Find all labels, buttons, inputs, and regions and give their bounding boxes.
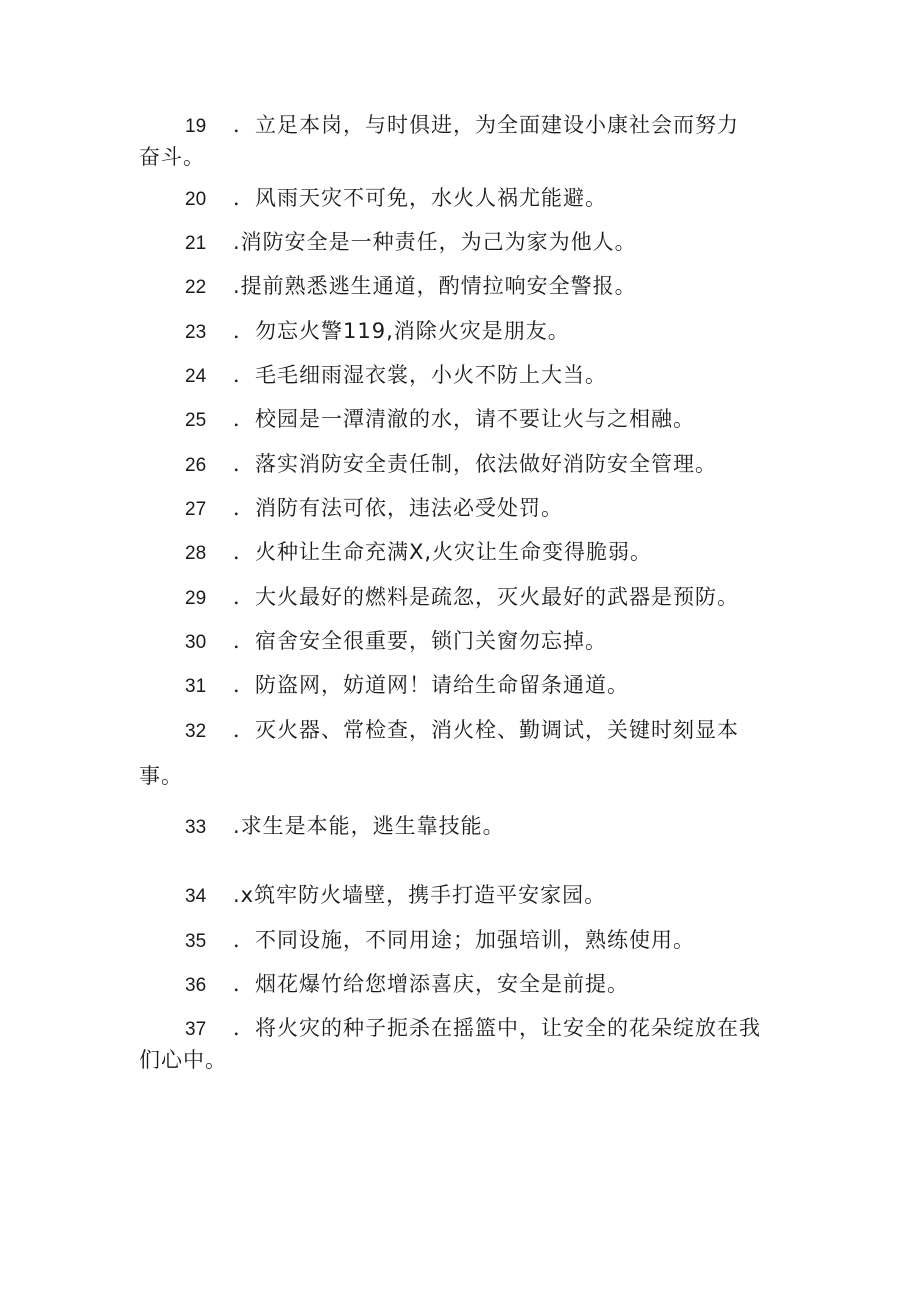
list-item	[139, 1013, 779, 1075]
item-number: 25	[185, 410, 207, 431]
list-item	[139, 670, 779, 702]
item-line	[139, 715, 779, 747]
item-text: ．火种让生命充满X,火灾让生命变得脆弱。	[233, 540, 653, 564]
item-number: 23	[185, 322, 207, 343]
list-item	[139, 493, 779, 525]
item-number: 27	[185, 499, 207, 520]
item-number: 31	[185, 676, 207, 697]
item-continuation: 事。	[139, 764, 183, 788]
item-continuation: 奋斗。	[139, 145, 205, 169]
list-item	[139, 582, 779, 614]
item-continuation: 们心中。	[139, 1048, 227, 1072]
list-item	[139, 811, 779, 843]
list-item	[139, 880, 779, 912]
item-number: 37	[185, 1019, 207, 1040]
item-text: ．将火灾的种子扼杀在摇篮中，让安全的花朵绽放在我	[233, 1016, 761, 1040]
list-item	[139, 449, 779, 481]
item-number: 32	[185, 721, 207, 742]
item-number: 19	[185, 116, 207, 137]
item-number: 26	[185, 455, 207, 476]
item-text: ．不同设施，不同用途；加强培训，熟练使用。	[233, 928, 695, 952]
list-item	[139, 110, 779, 172]
item-text: ．烟花爆竹给您增添喜庆，安全是前提。	[233, 972, 629, 996]
item-line	[139, 582, 779, 614]
item-text: ．风雨天灾不可免，水火人祸尤能避。	[233, 186, 607, 210]
item-text: ．灭火器、常检查，消火栓、勤调试，关键时刻显本	[233, 718, 739, 742]
item-number: 33	[185, 817, 207, 838]
list-item	[139, 925, 779, 957]
list-item	[139, 316, 779, 348]
item-text: ．立足本岗，与时俱进，为全面建设小康社会而努力	[233, 113, 739, 137]
item-text: .消防安全是一种责任，为己为家为他人。	[233, 230, 637, 254]
list-item	[139, 404, 779, 436]
item-text: ．大火最好的燃料是疏忽，灭火最好的武器是预防。	[233, 585, 739, 609]
item-line	[139, 969, 779, 1001]
item-number: 36	[185, 975, 207, 996]
item-text: .提前熟悉逃生通道，酌情拉响安全警报。	[233, 274, 637, 298]
list-item	[139, 537, 779, 569]
item-text: ．防盗网，妨道网！请给生命留条通道。	[233, 673, 629, 697]
item-line	[139, 110, 779, 142]
item-line	[139, 537, 779, 569]
item-line	[139, 404, 779, 436]
item-text: ．落实消防安全责任制，依法做好消防安全管理。	[233, 452, 717, 476]
item-text: ．勿忘火警119,消除火灾是朋友。	[233, 319, 570, 343]
item-number: 34	[185, 886, 207, 907]
item-text: .求生是本能，逃生靠技能。	[233, 814, 505, 838]
item-number: 22	[185, 277, 207, 298]
item-text: ．消防有法可依，违法必受处罚。	[233, 496, 563, 520]
item-number: 29	[185, 588, 207, 609]
item-line	[139, 811, 779, 843]
item-line	[139, 626, 779, 658]
item-line	[139, 316, 779, 348]
item-line	[139, 183, 779, 215]
item-line	[139, 670, 779, 702]
list-item	[139, 969, 779, 1001]
list-item	[139, 360, 779, 392]
item-text: ．毛毛细雨湿衣裳，小火不防上大当。	[233, 363, 607, 387]
list-item	[139, 183, 779, 215]
item-line	[139, 925, 779, 957]
item-number: 24	[185, 366, 207, 387]
item-number: 30	[185, 632, 207, 653]
item-line	[139, 271, 779, 303]
item-number: 20	[185, 189, 207, 210]
item-text: ．校园是一潭清澈的水，请不要让火与之相融。	[233, 407, 695, 431]
item-text: ．宿舍安全很重要，锁门关窗勿忘掉。	[233, 629, 607, 653]
item-line	[139, 227, 779, 259]
item-number: 21	[185, 233, 207, 254]
list-item	[139, 715, 779, 791]
item-number: 28	[185, 543, 207, 564]
item-line	[139, 880, 779, 912]
list-item	[139, 271, 779, 303]
item-text: .x筑牢防火墙壁，携手打造平安家园。	[233, 883, 607, 907]
item-line	[139, 1013, 779, 1045]
item-line	[139, 360, 779, 392]
item-number: 35	[185, 931, 207, 952]
list-item	[139, 227, 779, 259]
item-line	[139, 493, 779, 525]
list-item	[139, 626, 779, 658]
item-line	[139, 449, 779, 481]
